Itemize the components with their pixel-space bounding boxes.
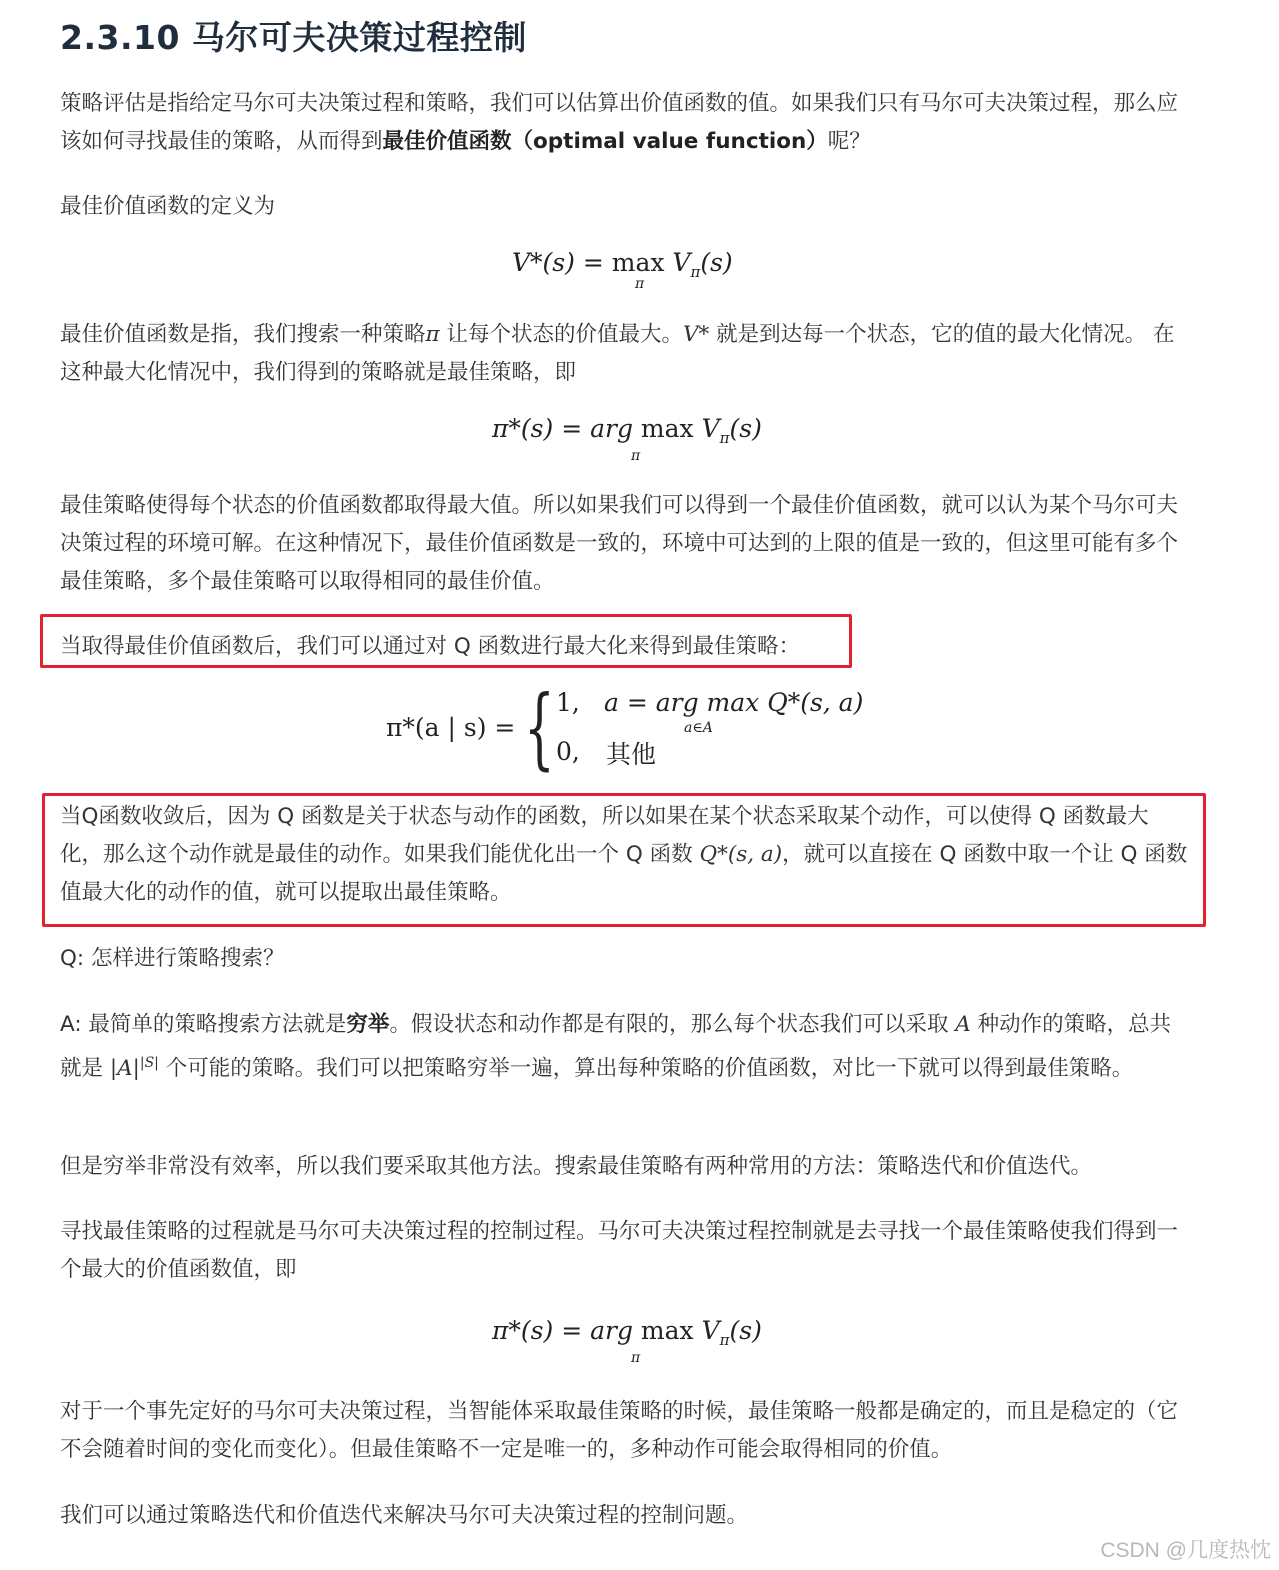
intro-bold-term: 最佳价值函数（optimal value function） [382, 129, 828, 154]
formula-rhs: V [664, 248, 691, 277]
p6-a: 当Q函数收敛后，因为 Q 函数是关于状态与动作的函数，所以如果在某个状态采取某个动作，可以使得 Q 函数最大化，那么这个动作就是最佳的动作。如果我们能优化出一个 Q 函数 [60, 804, 1149, 867]
watermark: CSDN @几度热忱 [1100, 1539, 1271, 1562]
formula-piecewise-lhs: π*(a | s) = [386, 713, 516, 742]
formula-rhs-sub: π [719, 1331, 730, 1349]
formula-op: max [640, 1316, 694, 1345]
formula-under: π [631, 1350, 641, 1366]
case2-value: 0, [556, 737, 580, 766]
paragraph-explanation [60, 316, 1190, 392]
paragraph-definition: 最佳价值函数的定义为 [60, 194, 276, 219]
p3-a: 最佳价值函数是指，我们搜索一种策略 [60, 322, 426, 347]
formula-rhs-arg: (s) [729, 414, 762, 443]
formula-lhs: V*(s) = [512, 248, 612, 277]
paragraph-question: Q: 怎样进行策略搜索？ [60, 946, 285, 971]
p6-q: Q*(s, a) [699, 842, 783, 867]
formula-lhs: π*(s) = arg [492, 1316, 641, 1345]
formula-op: max [611, 248, 665, 277]
intro-text: 策略评估是指给定马尔可夫决策过程和策略，我们可以估算出价值函数的值。如果我们只有马尔可夫决策过程，那么应该如何寻找最佳的策略，从而得到 [60, 91, 1179, 154]
section-heading: 2.3.10 马尔可夫决策过程控制 [60, 18, 527, 57]
case2-condition: 其他 [606, 740, 657, 769]
formula-rhs-sub: π [690, 263, 701, 281]
paragraph-intro [60, 85, 1190, 161]
p8-count: |A| [109, 1056, 140, 1082]
formula-rhs: V [693, 414, 720, 443]
p3-vstar: V* [683, 322, 710, 347]
p8-A: A [955, 1012, 971, 1037]
p6-b: ，就可以直接在 Q 函数中取一个让 Q 函数值最大化的动作的值，就可以提取出最佳策略。 [60, 842, 1188, 905]
formula-under: π [635, 276, 645, 292]
paragraph-inefficient: 但是穷举非常没有效率，所以我们要采取其他方法。搜索最佳策略有两种常用的方法：策略迭代和价值迭代。 [60, 1154, 1093, 1179]
p8-bold: 穷举 [346, 1012, 390, 1037]
p8-count-sup: |S| [139, 1055, 159, 1071]
formula-lhs: π*(s) = arg [492, 414, 641, 443]
formula-rhs: V [693, 1316, 720, 1345]
paragraph-deterministic: 对于一个事先定好的马尔可夫决策过程，当智能体采取最佳策略的时候，最佳策略一般都是确定的，而且是稳定的（它不会随着时间的变化而变化）。但最佳策略不一定是唯一的，多种动作可能会取得相同的价值。 [60, 1399, 1179, 1462]
paragraph-control: 寻找最佳策略的过程就是马尔可夫决策过程的控制过程。马尔可夫决策过程控制就是去寻找一个最佳策略使我们得到一个最大的价值函数值，即 [60, 1219, 1179, 1282]
p8-a: A: 最简单的策略搜索方法就是 [60, 1012, 347, 1037]
case1-under: a∈A [684, 720, 713, 736]
formula-under: π [631, 448, 641, 464]
p3-b: 让每个状态的价值最大。 [439, 322, 683, 347]
formula-rhs-arg: (s) [700, 248, 733, 277]
paragraph-optimal-policy: 最佳策略使得每个状态的价值函数都取得最大值。所以如果我们可以得到一个最佳价值函数，就可以认为某个马尔可夫决策过程的环境可解。在这种情况下，最佳价值函数是一致的，环境中可达到的上限的值是一致的，但这里可能有多个最佳策略，多个最佳策略可以取得相同的最佳价值。 [60, 493, 1179, 594]
paragraph-conclusion: 我们可以通过策略迭代和价值迭代来解决马尔可夫决策过程的控制问题。 [60, 1503, 749, 1528]
intro-tail: 呢？ [827, 129, 871, 154]
formula-rhs-sub: π [719, 429, 730, 447]
paragraph-q-maximize: 当取得最佳价值函数后，我们可以通过对 Q 函数进行最大化来得到最佳策略： [60, 634, 801, 659]
formula-optimal-value [512, 248, 733, 281]
p8-b: 。假设状态和动作都是有限的，那么每个状态我们可以采取 [389, 1012, 956, 1037]
case1-value: 1, [556, 688, 580, 717]
formula-rhs-arg: (s) [729, 1316, 762, 1345]
p3-c: 就是到达每一个状态，它的值的最大化情况。 在这种最大化情况中，我们得到的策略就是最佳策略，即 [60, 322, 1175, 385]
brace-icon: { [524, 676, 555, 779]
paragraph-answer [60, 1006, 1190, 1088]
case1-condition: a = arg max Q*(s, a) [604, 688, 864, 717]
formula-optimal-policy-2 [492, 1316, 762, 1349]
p8-c: 种动作的策略，总共就是 [60, 1012, 1172, 1082]
formula-op: max [640, 414, 694, 443]
paragraph-q-converge [60, 798, 1188, 912]
p8-d: 个可能的策略。我们可以把策略穷举一遍，算出每种策略的价值函数，对比一下就可以得到最佳策略。 [158, 1056, 1134, 1082]
p3-pi: π [425, 322, 440, 347]
formula-optimal-policy [492, 414, 762, 447]
